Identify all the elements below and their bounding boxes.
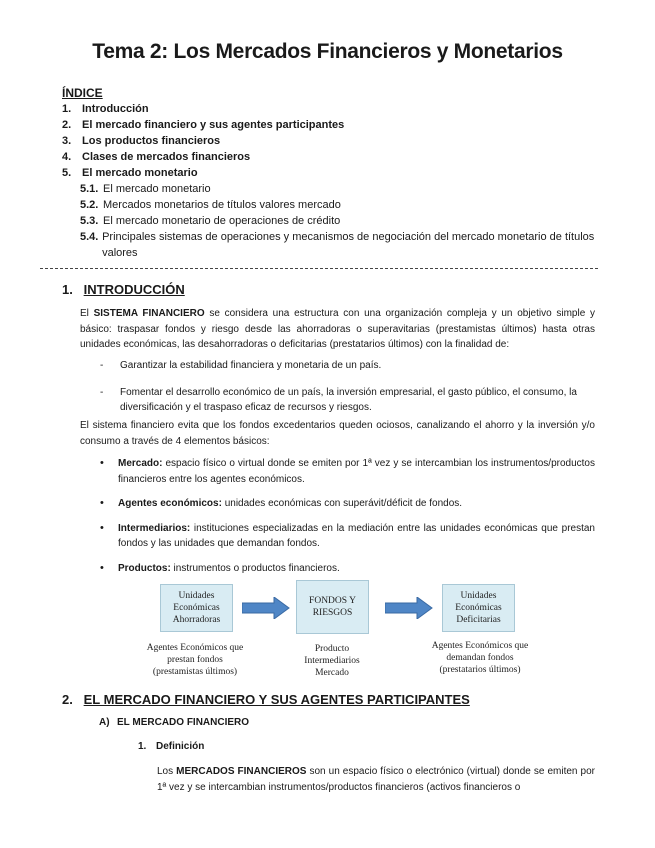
caption-line: Agentes Económicos que	[431, 641, 529, 651]
index-subitem-label: Mercados monetarios de títulos valores mercado	[103, 199, 341, 211]
index-subitem-label: El mercado monetario de operaciones de crédito	[103, 215, 341, 227]
section-title: INTRODUCCIÓN	[83, 282, 185, 297]
page-title: Tema 2: Los Mercados Financieros y Monetarios	[92, 40, 563, 63]
funds-risks-box	[296, 580, 369, 634]
list-item-text	[118, 521, 595, 552]
index-item-label: Introducción	[82, 103, 149, 115]
deficit-caption	[420, 640, 540, 676]
box-line: Económicas	[173, 603, 220, 613]
box-line: RIESGOS	[312, 608, 353, 618]
list-item	[100, 456, 595, 487]
index-subitem	[62, 197, 612, 213]
dash-marker: -	[100, 386, 104, 398]
savers-box	[160, 584, 233, 632]
index-item	[62, 165, 612, 181]
box-line: FONDOS Y	[309, 596, 356, 606]
index-item-label: Clases de mercados financieros	[82, 151, 251, 163]
bullet-marker: •	[100, 457, 104, 469]
caption-line: prestan fondos	[167, 655, 223, 665]
bullet-marker: •	[100, 561, 104, 574]
text-run: instituciones especializadas en la mediación entre las unidades económicas que prestan fondos y las unidades que demandan fondos.	[118, 522, 595, 549]
definition-heading	[138, 741, 204, 752]
bold-term: Intermediarios:	[118, 522, 191, 534]
bullet-marker: •	[100, 521, 104, 534]
box-line: Unidades	[460, 591, 497, 601]
index-item	[62, 149, 612, 165]
index-item-number: 1.	[62, 103, 72, 115]
savers-caption	[136, 642, 254, 678]
index-subitem	[62, 229, 612, 261]
bullet-list	[100, 456, 595, 585]
index-item-label: El mercado monetario	[82, 167, 198, 179]
section-1-heading	[62, 282, 185, 297]
index-item	[62, 133, 612, 149]
list-item-text: Garantizar la estabilidad financiera y monetaria de un país.	[120, 360, 382, 371]
index-subitem	[62, 181, 612, 197]
text-run: El	[80, 308, 94, 319]
bullet-marker: •	[100, 497, 104, 509]
section-title: EL MERCADO FINANCIERO Y SUS AGENTES PARTICIPANTES	[83, 692, 470, 707]
text-run: Los	[157, 766, 177, 777]
text-run: son un espacio físico o electrónico (virtual) donde se emiten por 1ª vez y se intercambian instrumentos/productos financieros (activos financieros o	[157, 766, 595, 793]
bold-term: SISTEMA FINANCIERO	[93, 308, 205, 319]
caption-line: (prestamistas últimos)	[152, 667, 238, 677]
caption-line: (prestatarios últimos)	[439, 665, 521, 675]
index-subitem-number: 5.1.	[80, 183, 99, 195]
bold-term: Mercado:	[118, 458, 163, 469]
list-item	[100, 521, 595, 552]
bold-term: Agentes económicos:	[118, 498, 222, 509]
dashed-divider	[40, 268, 598, 269]
list-item-text: Fomentar el desarrollo económico de un país, la inversión empresarial, el gasto público, el consumo, la diversificación y el traspaso eficaz de recursos y riesgos.	[120, 386, 577, 413]
box-line: Unidades	[178, 591, 215, 601]
middle-caption	[290, 643, 374, 679]
deficit-box	[442, 584, 515, 632]
index-item	[62, 117, 612, 133]
text-run: se considera una estructura con una organización compleja y un objetivo simple y básico: traspasar fondos y riesgo desde las ahorradoras o superavitarias (prestamistas últimos) hasta otras unidades económicas, las desahorradoras o deficitarias (prestatarios últimos) con la finalidad de:	[80, 308, 595, 350]
text-run: espacio físico o virtual donde se emiten por 1ª vez y se intercambian los instrumentos/productos financieros entre los agentes económicos.	[118, 458, 595, 485]
box-line: Ahorradoras	[172, 615, 221, 625]
list-item	[100, 496, 595, 512]
caption-line: Intermediarios	[304, 656, 360, 666]
index-item-number: 5.	[62, 167, 72, 179]
section-number: 1.	[62, 282, 73, 297]
text-run: instrumentos o productos financieros.	[170, 562, 340, 574]
index-item-label: El mercado financiero y sus agentes participantes	[82, 119, 345, 131]
subsection-number: 1.	[138, 741, 147, 752]
caption-line: Producto	[314, 644, 350, 654]
subsection-a-heading	[99, 717, 249, 728]
index-heading: ÍNDICE	[62, 86, 103, 100]
caption-line: Agentes Económicos que	[146, 643, 244, 653]
index-subitem	[62, 213, 612, 229]
box-line: Deficitarias	[456, 615, 501, 625]
index-item-number: 2.	[62, 119, 72, 131]
list-item-text	[118, 496, 595, 512]
list-item	[100, 561, 595, 577]
subsection-title: Definición	[156, 741, 205, 752]
right-arrow-icon	[385, 597, 433, 619]
list-item-text	[118, 561, 595, 577]
box-line: Económicas	[455, 603, 502, 613]
index-item	[62, 101, 612, 117]
right-arrow-icon	[242, 597, 290, 619]
list-item	[100, 358, 595, 374]
caption-line: demandan fondos	[446, 653, 514, 663]
caption-line: Mercado	[315, 668, 349, 678]
index-subitem-label: El mercado monetario	[103, 183, 211, 195]
index-subitem-label: Principales sistemas de operaciones y mecanismos de negociación del mercado monetario de títulos valores	[102, 231, 595, 259]
subsection-title: EL MERCADO FINANCIERO	[117, 717, 250, 728]
bold-term: MERCADOS FINANCIEROS	[176, 766, 307, 777]
index-subitem-number: 5.4.	[80, 231, 99, 243]
section-number: 2.	[62, 692, 73, 707]
index-item-number: 3.	[62, 135, 72, 147]
bold-term: Productos:	[118, 562, 171, 574]
intro-paragraph	[80, 306, 595, 353]
dash-marker: -	[100, 360, 104, 371]
subsection-number: A)	[99, 717, 110, 728]
definition-paragraph	[157, 764, 595, 795]
elements-paragraph: El sistema financiero evita que los fondos excedentarios queden ociosos, canalizando el ahorro y la inversión y/o consumo a través de 4 elementos básicos:	[80, 420, 595, 447]
table-of-contents	[62, 101, 612, 261]
index-subitem-number: 5.3.	[80, 215, 99, 227]
section-2-heading	[62, 692, 470, 707]
list-item-text	[118, 456, 595, 487]
dash-list	[100, 358, 595, 427]
text-run: unidades económicas con superávit/déficit de fondos.	[221, 498, 463, 509]
index-item-number: 4.	[62, 151, 72, 163]
index-subitem-number: 5.2.	[80, 199, 99, 211]
index-item-label: Los productos financieros	[82, 135, 221, 147]
list-item	[100, 385, 595, 416]
